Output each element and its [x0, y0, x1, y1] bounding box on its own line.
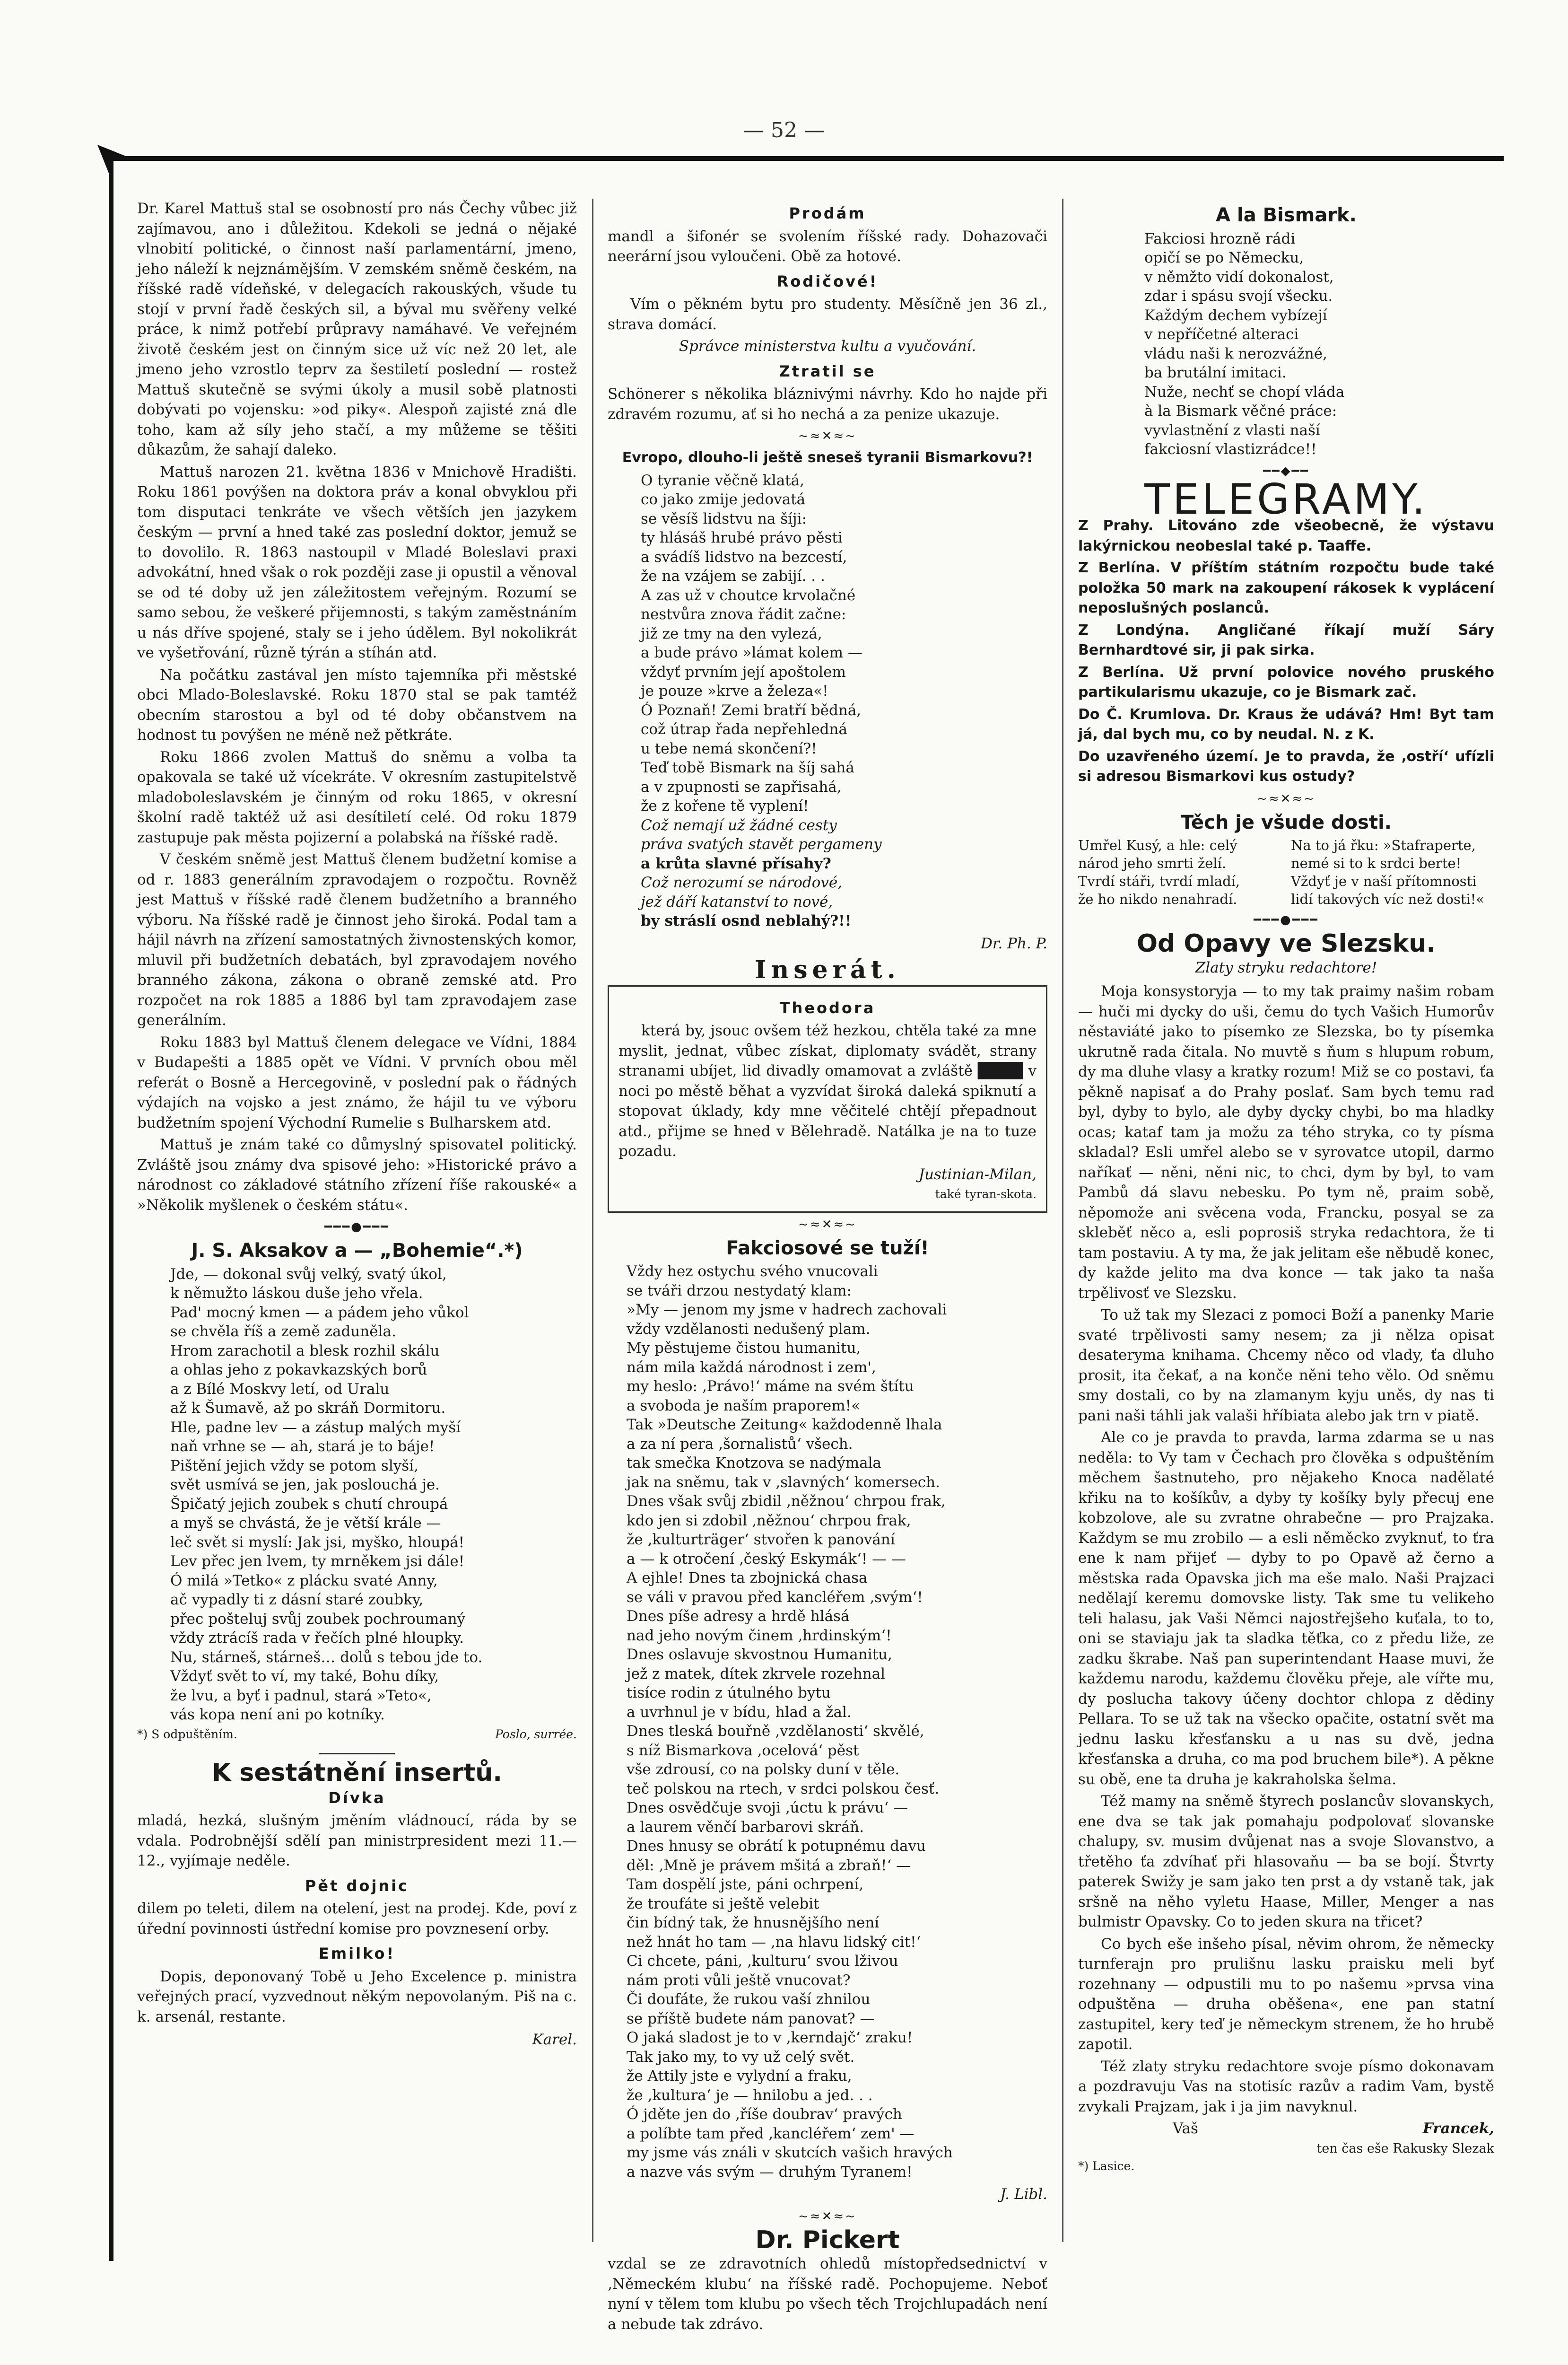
telegram-item: Z Berlína. V příštím státním rozpočtu bude také položka 50 mark na zakoupení rákosek k vyplácení neposlušných poslanců.: [1078, 560, 1494, 616]
poem-line: k němužto láskou duše jeho vřela.: [170, 1285, 423, 1302]
poem-line: Pištění jejich vždy se potom slyší,: [170, 1457, 418, 1474]
poem-line: a bude právo »lámat kolem —: [641, 644, 862, 661]
poem-line: se chvěla říš a země zaduněla.: [170, 1323, 396, 1340]
poem-line: Dnes však svůj zbidil ‚něžnou‘ chrpou frak,: [627, 1493, 946, 1510]
poem-line: vládu naši k nerozvážné,: [1144, 345, 1327, 362]
poem-line: a svoboda je naším praporem!«: [627, 1397, 861, 1414]
poem-line: Špičatý jejich zoubek s chutí chroupá: [170, 1495, 448, 1513]
rodicove-signature: Správce ministerstva kultu a vyučování.: [679, 338, 976, 355]
poem-line: nestvůra znova řádit začne:: [641, 606, 846, 623]
poem-line: a krůta slavné přísahy?: [641, 855, 831, 872]
poem-line: nemé si to k srdci berte!: [1291, 855, 1462, 871]
poem-line: ba brutální imitaci.: [1144, 364, 1287, 381]
poem-line: Tam dospělí jste, páni ochrpení,: [627, 1876, 864, 1893]
vsude-poem: [1078, 836, 1494, 908]
poem-line: Každým dechem vybízejí: [1144, 307, 1327, 324]
column-rule: [1062, 199, 1063, 2242]
column-right: [1078, 199, 1494, 2242]
ornament-separator: ━━━●━━━: [1254, 913, 1319, 927]
poem-line: a svádíš lidstvo na bezcestí,: [641, 548, 847, 566]
telegramy-heading: TELEGRAMY.: [1144, 474, 1428, 524]
aksakov-footnote: [137, 1725, 577, 1745]
telegram-item: Do uzavřeného území. Je to pravda, že ‚ostří‘ ufízli si adresou Bismarkovi kus ostudy?: [1078, 748, 1494, 785]
poem-line: že na vzájem se zabijí. . .: [641, 568, 825, 585]
mattus-para-6: Roku 1883 byl Mattuš členem delegace ve Vídni, 1884 v Budapešti a 1885 opět ve Vídni. V prvních obou měl referát o Bosně a Hercegovině, v poslední pak o řádných výdajích na vojsko a jest známo, že hájil tu ve výboru budžetním spojení Východní Rumelie s Bulharskem atd.: [137, 1034, 577, 1131]
poem-line: co jako zmije jedovatá: [641, 491, 806, 508]
fakciosove-poem: [608, 1262, 1047, 2181]
opava-para-4: Též mamy na sněmě štyrech poslancův slovanskych, ene dva se tak jak pomahaju podpolovať slovanske chalupy, sv. musim dvůjenat nas a svoje Slovanstvo, a třetěho ťa zdvíhať při hlasovaňu — ba se bojí. Štvrty paterek Swižy je sam jako ten prst a dy vstaně tak, jak sršně na něho vyletu Haase, Miller, Menger a nas bulmistr Opavsky. Co to jeden skura na třicet?: [1078, 1793, 1494, 1930]
ornament-separator: ━━◆━━: [1263, 464, 1309, 478]
divka-heading: Dívka: [328, 1788, 386, 1807]
emilko-text: Dopis, deponovaný Tobě u Jeho Excelence p. ministra veřejných prací, vyzvednout někým nepovolaným. Piš na c. k. arsenál, restante.: [137, 1968, 577, 2025]
prodam-heading: Prodám: [789, 204, 866, 222]
signature-name: Francek,: [1422, 2120, 1494, 2137]
poem-line: A zas už v choutce krvolačné: [641, 587, 856, 604]
poem-line: Dnes hnusy se obrátí k potupnému davu: [627, 1838, 926, 1855]
evropa-heading: Evropo, dlouho-li ještě sneseš tyranii Bismarkovu?!: [622, 449, 1033, 466]
poem-line: v nepříčetné alteraci: [1144, 326, 1299, 343]
poem-line: my jsme vás ználi v skutcích vašich hravých: [627, 2144, 953, 2161]
aksakov-heading: J. S. Aksakov a — „Bohemie“.*): [191, 1240, 523, 1261]
bismark-poem: [1078, 229, 1494, 459]
poem-line: že Attily jste e vylydní a fraku,: [627, 2067, 852, 2085]
poem-line: se příště budete nám panovat? —: [627, 2010, 875, 2027]
poem-line: že ‚kultura‘ je — hnilobu a jed. . .: [627, 2086, 873, 2104]
poem-line: a políbte tam před ‚kancléřem‘ zem' —: [627, 2125, 915, 2142]
theodora-signature-role: také tyran-skota.: [935, 1187, 1037, 1201]
poem-line: Ó milá »Tetko« z plácku svaté Anny,: [170, 1572, 438, 1589]
poem-line: naň vrhne se — ah, stará je to báje!: [170, 1438, 435, 1455]
poem-line: Pad' mocný kmen — a pádem jeho vůkol: [170, 1304, 469, 1321]
poem-line: a nazve vás svým — druhým Tyranem!: [627, 2163, 913, 2181]
poem-line: vždy vzdělanosti nedušený plam.: [627, 1320, 871, 1338]
poem-line: než hnát ho tam — ‚na hlavu lidský cit!‘: [627, 1933, 921, 1951]
poem-line: Tak »Deutsche Zeitung« každodenně lhala: [627, 1416, 942, 1433]
signature-role: ten čas eše Rakusky Slezak: [1316, 2141, 1494, 2156]
poem-line: Tak jako my, to vy už celý svět.: [627, 2048, 855, 2066]
ornament-separator: ~≈✕≈~: [1257, 791, 1315, 806]
ornament-separator: ~≈✕≈~: [798, 1217, 857, 1232]
page-frame: [109, 156, 1504, 2333]
vsude-heading: Těch je všude dosti.: [1181, 811, 1392, 833]
poem-line: je pouze »krve a železa«!: [641, 683, 828, 700]
poem-line: čin bídný tak, že hnusnějšího není: [627, 1914, 880, 1931]
poem-line: zdar i spásu svojí všecku.: [1144, 288, 1333, 305]
ztratil-heading: Ztratil se: [779, 362, 876, 380]
poem-line: svět usmívá se jen, jak poslouchá je.: [170, 1476, 440, 1493]
poem-line: vyvlastnění z vlasti naší: [1144, 421, 1320, 439]
opava-para-3: Ale co je pravda to pravda, larma zdarma se u nas neděla: to Vy tam v Čechach pro člověka s odpuštěním měchem šastnuteho, pro nějakeho Knoca nadělaté křiku na to košíkův, a dyby ty košíky byly přecuj ene kobzolove, ale su zvratne ohrabečne — pro Prajzaka. Každym se mu zrobilo — a esli něměcko zvyknuť, to ťra ene k nam přijeť — dyby to po Opavě až černo a městska rada Opavska jich ma eše malo. Naši Prajzaci nedělají keremu domovske listy. Tak sme tu velikeho teli halasu, jak Vaši Němci najostřejšeho kuťala, to to, oni se staviaju jak ta sladka těťka, co z předu liže, ze zadku škrabe. Naš pan superintendant Haase muvi, že každemu narodu, každemu člověku přeje, ale vířte mu, dy poslucha takovy účeny dochtor chlopa z dědiny Pellara. To se už tak na všecko opačite, ostatní svět ma jednu lasku křesťansku a u nas su dvě, jedna křesťanska a druha, co ma pod bruchem bile*). A pěkne su obě, ene ta druha je kakraholska šelma.: [1078, 1429, 1494, 1788]
poem-line: a uvrhnul je v bídu, hlad a žal.: [627, 1703, 852, 1721]
theodora-heading: Theodora: [779, 999, 876, 1017]
poem-line: práva svatých stavět pergameny: [641, 836, 882, 853]
poem-line: se tváři drzou nestydatý klam:: [627, 1282, 852, 1299]
footnote-left: *) S odpuštěním.: [137, 1727, 237, 1741]
ornament-separator: ━━━●━━━: [324, 1220, 390, 1234]
poem-line: přec pošteluj svůj zoubek pochroumaný: [170, 1610, 466, 1628]
poem-line: Na to já řku: »Stafraperte,: [1291, 837, 1476, 853]
poem-line: teč polskou na rtech, v srdci polskou česť.: [627, 1780, 940, 1797]
footnote-right: Poslo, surrée.: [495, 1727, 577, 1741]
poem-line: vás kopa není ani po kotníky.: [170, 1706, 385, 1723]
opava-para-1: Moja konsystoryja — to my tak praimy našim robam — huči mi dycky do uši, čemu do tych Vašich Humorův něstaviáté jako to písemko ze Slezska, bo ty písemka ukrutně rada čitala. No muvtě s ňum s hlupum robum, dy ma dluhe vlasy a kratky rozum! Miž se co postavi, ťa pěkně napisať a do Prahy poslať. Sam bych temu rad byl, dyby to bylo, ale dyby dycky chybi, bo ma hladky ocas; kataf tam ja možu za tého stryka, co ty písma skladal? Esli umřel alebo se v syrovatce utopil, darmo naříkať — něni, něni nic, to chci, dym by byl, to vam Pambů dá slavu nebesku. Po tym ně, praim sobě, něpomože ani svěcena voda, Francku, posyal se za skleběť něco a, esli poprosiš stryka redachtora, že ti tam postaviu. A ty ma, že jak jelitam eše něbudě konec, dy každe jelito ma dva konce — tak jako ta naša trpělivosť ve Slezsku.: [1078, 983, 1494, 1302]
evropa-poem: [608, 471, 1047, 931]
poem-line: v němžto vidí dokonalost,: [1144, 268, 1334, 286]
telegram-item: Z Prahy. Litováno zde všeobecně, že výstavu lakýrnickou neobeslal také p. Taaffe.: [1078, 517, 1494, 554]
poem-line: se váli v pravou před kancléřem ‚svým‘!: [627, 1588, 923, 1606]
pickert-text: vzdal se ze zdravotních ohledů místopředsednictví v ‚Německém klubu‘ na říšské radě. Pochopujeme. Neboť nyní v tělem tom klubu po všech těch Trojchlupadách není a nebude tak zdrávo.: [608, 2255, 1047, 2333]
inserat-heading: Inserát.: [755, 955, 900, 984]
opava-para-5: Co bych eše inšeho písal, něvim ohrom, že německy turnferajn pro prulišnu lasku praisku meli byť rozehnany — odpustili mu to po našemu »prvsa vina odpuštěna — druha oběšena«, ene pan statní zastupitel, kery teď je německym strenem, že ho hrubě zapotil.: [1078, 1935, 1494, 2053]
mattus-para-2: Mattuš narozen 21. května 1836 v Mnichově Hradišti. Roku 1861 povýšen na doktora práv a konal obvyklou při tom disputaci tenkráte ve všech větších jen jazykem českým — první a hned také zas poslední doktor, jemuž se to dovolilo. R. 1863 nastoupil v Mladé Boleslavi praxi advokátní, hned však o rok později zase ji opustil a věnoval se od té doby už jen záležitostem veřejným. Rozumí se samo sebou, že veškeré přijemnosti, s takým zaměstnáním u nás dříve spojené, staly se i jeho údělem. Byl nokolikrát ve vyšetřování, různě týrán a stíhán atd.: [137, 463, 577, 661]
poem-line: tisíce rodin z útulného bytu: [627, 1684, 831, 1701]
poem-line: Dnes osvědčuje svoji ‚úctu k právu‘ —: [627, 1799, 908, 1816]
emilko-signature: Karel.: [532, 2031, 577, 2048]
ornament-separator: ~≈✕≈~: [798, 429, 857, 443]
poem-line: A ejhle! Dnes ta zbojnická chasa: [627, 1569, 868, 1586]
telegramy-list: [1078, 516, 1494, 787]
vsude-left: [1078, 836, 1281, 908]
aksakov-poem: [137, 1265, 577, 1725]
fakciosove-heading: Fakciosové se tuží!: [726, 1237, 929, 1259]
poem-line: s níž Bismarkova ‚ocelová‘ pěst: [627, 1742, 859, 1759]
poem-line: Hle, padne lev — a zástup malých myší: [170, 1419, 461, 1436]
poem-line: nad jeho novým činem ‚hrdinským‘!: [627, 1627, 892, 1644]
poem-line: vše zdrousí, co na polsky duní v těle.: [627, 1761, 900, 1778]
poem-line: Či doufáte, že rukou vaší zhnilou: [627, 1991, 871, 2008]
poem-line: že ‚kulturträger‘ stvořen k panování: [627, 1531, 895, 1548]
poem-line: O jaká sladost je to v ‚kerndajč‘ zraku!: [627, 2029, 913, 2046]
poem-line: a laurem věnčí barbarovi skráň.: [627, 1818, 864, 1836]
poem-line: Dnes píše adresy a hrdě hlásá: [627, 1608, 850, 1625]
poem-line: Ci chcete, páni, ‚kulturu‘ svou lživou: [627, 1953, 898, 1970]
theodora-signature: Justinian-Milan,: [918, 1165, 1037, 1183]
poem-line: že lvu, a byť i padnul, stará »Teto«,: [170, 1687, 432, 1704]
opava-heading: Od Opavy ve Slezsku.: [1136, 929, 1436, 958]
poem-line: nám proti vůli ještě vnucovat?: [627, 1971, 851, 1989]
poem-line: O tyranie věčně klatá,: [641, 472, 804, 489]
poem-line: a v zpupnosti se zapřisahá,: [641, 778, 842, 796]
column-rule: [592, 199, 593, 2242]
opava-footnote: *) Lasice.: [1078, 2159, 1135, 2173]
poem-line: a za ní pera ‚šornalistů‘ všech.: [627, 1435, 853, 1453]
evropa-signature: Dr. Ph. P.: [981, 935, 1047, 952]
theodora-text: která by, jsouc ovšem též hezkou, chtěla také za mne myslit, jednat, vůbec získat, diplomaty svádět, strany stranami ubíjet, lid divadly omamovat a zvláště ████ v noci po městě běhat a vyzvídat široká daleká spiknutí a stopovat úklady, kdy mne věčitelé chtějí přepadnout atd., přijme se hned v Bělehradě. Natálka je na to tuze pozadu.: [618, 1022, 1037, 1160]
poem-line: My pěstujeme čistou humanitu,: [627, 1340, 861, 1357]
poem-line: fakciosní vlastizrádce!!: [1144, 441, 1317, 458]
column-left: [137, 199, 577, 2242]
poem-line: že troufáte si ještě velebit: [627, 1895, 819, 1912]
poem-line: Vždyť je v naší přítomnosti: [1291, 873, 1477, 889]
poem-line: nám mila každá národnost i zem',: [627, 1358, 876, 1376]
mattus-para-4: Roku 1866 zvolen Mattuš do sněmu a volba ta opakovala se také už vícekráte. V okresním zastupitelstvě mladoboleslavském je činným od roku 1865, v okresní školní radě taktéž už asi desítiletí celé. Od roku 1879 zastupuje pak města pojizerní a polabská na říšské radě.: [137, 748, 577, 846]
poem-line: jež z matek, dítek zkrvele rozehnal: [627, 1665, 886, 1682]
poem-line: že z kořene tě vyplení!: [641, 797, 809, 815]
poem-line: národ jeho smrti želí.: [1078, 855, 1227, 871]
poem-line: což útrap řada nepřehledná: [641, 721, 847, 738]
poem-line: Ó Poznaň! Zemi bratří bědná,: [641, 701, 862, 719]
ornament-separator: ~≈✕≈~: [798, 2209, 857, 2224]
poem-line: Vždy hez ostychu svého vnucovali: [627, 1263, 878, 1280]
poem-line: ty hlásáš hrubé právo pěsti: [641, 529, 843, 546]
poem-line: a z Bílé Moskvy letí, od Uralu: [170, 1380, 390, 1398]
telegram-item: Do Č. Krumlova. Dr. Kraus že udává? Hm! Byt tam já, dal bych mu, co by neudal. N. z K.: [1078, 706, 1494, 743]
page-number: — 52 —: [743, 118, 825, 142]
insert-heading: K sestátnění insertů.: [212, 1759, 502, 1787]
poem-line: kdo jen si zdobil ‚něžnou‘ chrpou frak,: [627, 1512, 911, 1529]
poem-line: Tvrdí stáři, tvrdí mladí,: [1078, 873, 1240, 889]
poem-line: Lev přec jen lvem, ty mrněkem jsi dále!: [170, 1553, 465, 1570]
poem-line: by stráslí osnd neblahý?!!: [641, 912, 852, 929]
poem-line: jež dáří katanství to nové,: [641, 893, 833, 911]
poem-line: Vždyť svět to ví, my také, Bohu díky,: [170, 1668, 439, 1685]
poem-line: Nuže, nechť se chopí vláda: [1144, 383, 1345, 401]
poem-line: Teď tobě Bismark na šíj sahá: [641, 759, 854, 776]
poem-line: Což nemají už žádné cesty: [641, 816, 837, 834]
divka-text: mladá, hezká, slušným jměním vládnoucí, ráda by se vdala. Podrobnější sdělí pan ministrpresident mezi 11.—12., vyjímaje neděle.: [137, 1812, 577, 1869]
rodicove-text: Vím o pěkném bytu pro studenty. Měsíčně jen 36 zl., strava domácí.: [608, 296, 1047, 333]
poem-line: a myš se chvástá, že je větší krále —: [170, 1515, 441, 1532]
rodicove-heading: Rodičové!: [776, 272, 879, 290]
poem-line: Dnes oslavuje skvostnou Humanitu,: [627, 1646, 892, 1663]
poem-line: Hrom zarachotil a blesk rozhil skálu: [170, 1342, 440, 1359]
poem-line: děl: ‚Mně je právem mšitá a zbraň!‘ —: [627, 1857, 911, 1874]
divider: [319, 1753, 395, 1754]
opava-para-2: To už tak my Slezaci z pomoci Boží a panenky Marie svaté trpělivosti samy nesem; za ji nělza opisat desateryma knihama. Chcemy něco od vlady, ťa dluho prosit, ita čekať, a na konče něni teho vělo. Od sněmu smy dostali, co by na zlamanym kyju uněs, dy nas ti pani naši táhli jak valaši hříbiata alebo jak trn v piatě.: [1078, 1306, 1494, 1424]
mattus-para-7: Mattuš je znám také co důmyslný spisovatel politický. Zvláště jsou známy dva spisové jeho: »Historické právo a národnost co základové státního zřízení říše rakouské« a »Několik myšlenek o českém státu«.: [137, 1136, 577, 1214]
mattus-para-5: V českém sněmě jest Mattuš členem budžetní komise a od r. 1883 generálním zpravodajem o rozpočtu. Rovněž jest Mattuš v říšské radě členem budžetního a branného výboru. Na říšské radě je činnost jeho široká. Podal tam a hájil návrh na zřízení samostatných živnostenských komor, mluvil při budžetních debatách, byl zpravodajem nového branného zákona, zákona o obraně zemské atd. Pro rozpočet na rok 1885 a 1886 byl tam zpravodajem zase generálním.: [137, 851, 577, 1029]
poem-line: vždyť prvním její apoštolem: [641, 663, 846, 681]
dojnic-text: dilem po teleti, dilem na otelení, jest na prodej. Kde, poví z úřední povinnosti ústřední komise pro povznesení orby.: [137, 1900, 577, 1937]
poem-line: »My — jenom my jsme v hadrech zachovali: [627, 1301, 947, 1318]
vsude-right: [1291, 836, 1494, 908]
poem-line: Nu, stárneš, stárneš… dolů s tebou jde to.: [170, 1648, 483, 1666]
poem-line: opičí se po Německu,: [1144, 249, 1304, 266]
mattus-para-3: Na počátku zastával jen místo tajemníka při městské obci Mlado-Boleslavské. Roku 1870 stal se pak tamtéž obecním starostou a byl od té doby občanstvem na hodnost tu povýšen ne méně než pětkráte.: [137, 666, 577, 744]
poem-line: à la Bismark věčné práce:: [1144, 403, 1337, 420]
poem-line: Ó jděte jen do ‚říše doubrav‘ pravých: [627, 2106, 902, 2123]
poem-line: tak smečka Knotzova se nadýmala: [627, 1454, 881, 1472]
poem-line: Což nerozumí se národové,: [641, 874, 843, 891]
poem-line: Fakciosi hrozně rádi: [1144, 230, 1296, 247]
poem-line: ač vypadly ti z dásní staré zoubky,: [170, 1591, 424, 1608]
telegram-item: Z Berlína. Už první polovice nového pruského partikularismu ukazuje, co je Bismark zač.: [1078, 664, 1494, 701]
poem-line: až k Šumavě, až po skráň Dormitoru.: [170, 1400, 446, 1417]
signature-prefix: Vaš: [1173, 2120, 1198, 2137]
poem-line: leč svět si myslí: Jak jsi, myško, hloupá!: [170, 1533, 465, 1551]
mattus-para-1: Dr. Karel Mattuš stal se osobností pro nás Čechy vůbec již zajímavou, ano i důležitou. Kdekoli se jedná o nějaké vlnobití politické, o činnost naší parlamentární, jmeno, jeho náleží k nejznámějším. V zemském sněmě českém, na říšské radě vídeňské, v delegacích rakouských, všude tu stojí v první řadě českých sil, a býval mu svěřeny velké práce, k nimž potřebí průpravy namáhavé. Ve veřejném životě českém jest on činným sice už víc než 20 let, ale jmeno jeho vzrostlo teprv za šestiletí poslední — rostež Mattuš skutečně se svými úkoly a musil sobě platnosti dobývati po vojensku: »od piky«. Alespoň zajisté zná dle toho, kam až síly jeho stačí, a my můžeme se těšiti důkazům, že sahají daleko.: [137, 200, 577, 458]
opava-subheading: Zlaty stryku redachtore!: [1195, 959, 1377, 976]
poem-line: a — k otročení ‚český Eskymák‘! — —: [627, 1550, 906, 1568]
poem-line: Jde, — dokonal svůj velký, svatý úkol,: [170, 1265, 447, 1283]
poem-line: u tebe nemá skončení?!: [641, 740, 817, 757]
opava-signature: [1078, 2119, 1494, 2139]
bismark-heading: A la Bismark.: [1216, 204, 1357, 226]
pickert-heading: Dr. Pickert: [755, 2225, 900, 2254]
dojnic-heading: Pět dojnic: [305, 1876, 409, 1895]
poem-line: již ze tmy na den vylezá,: [641, 625, 822, 642]
poem-line: se věsíš lidstvu na šíji:: [641, 510, 807, 527]
poem-line: my heslo: ‚Právo!‘ máme na svém štítu: [627, 1378, 914, 1395]
prodam-text: mandl a šifonér se svolením říšské rady. Dohazovači neerární jsou vyloučeni. Obě za hotové.: [608, 228, 1047, 265]
poem-line: a ohlas jeho z pokavkazských borů: [170, 1361, 427, 1378]
poem-line: Dnes tleská bouřně ‚vzdělanosti‘ skvělé,: [627, 1723, 924, 1740]
telegram-item: Z Londýna. Angličané říkají muží Sáry Bernhardtové sir, ji pak sirka.: [1078, 622, 1494, 658]
theodora-ad-box: [608, 985, 1047, 1213]
poem-line: lidí takových víc než dosti!«: [1291, 891, 1485, 907]
poem-line: vždy ztrácíš rada v řečích plné hloupky.: [170, 1629, 464, 1647]
emilko-heading: Emilko!: [318, 1945, 396, 1962]
ztratil-text: Schönerer s několika bláznivými návrhy. Kdo ho najde při zdravém rozumu, ať si ho nechá a za penize ukazuje.: [608, 385, 1047, 423]
fakciosove-signature: J. Libl.: [1000, 2186, 1047, 2203]
column-middle: [608, 199, 1047, 2333]
poem-line: že ho nikdo nenahradí.: [1078, 891, 1237, 907]
opava-para-6: Též zlaty stryku redachtore svoje písmo dokonavam a pozdravuju Vas na stotisíc razův a radim Vam, bystě zvykali Prajzam, jak i ja jim navyknul.: [1078, 2058, 1494, 2115]
poem-line: Umřel Kusý, a hle: celý: [1078, 837, 1237, 853]
poem-line: jak na sněmu, tak v ‚slavných‘ komersech.: [627, 1473, 940, 1491]
